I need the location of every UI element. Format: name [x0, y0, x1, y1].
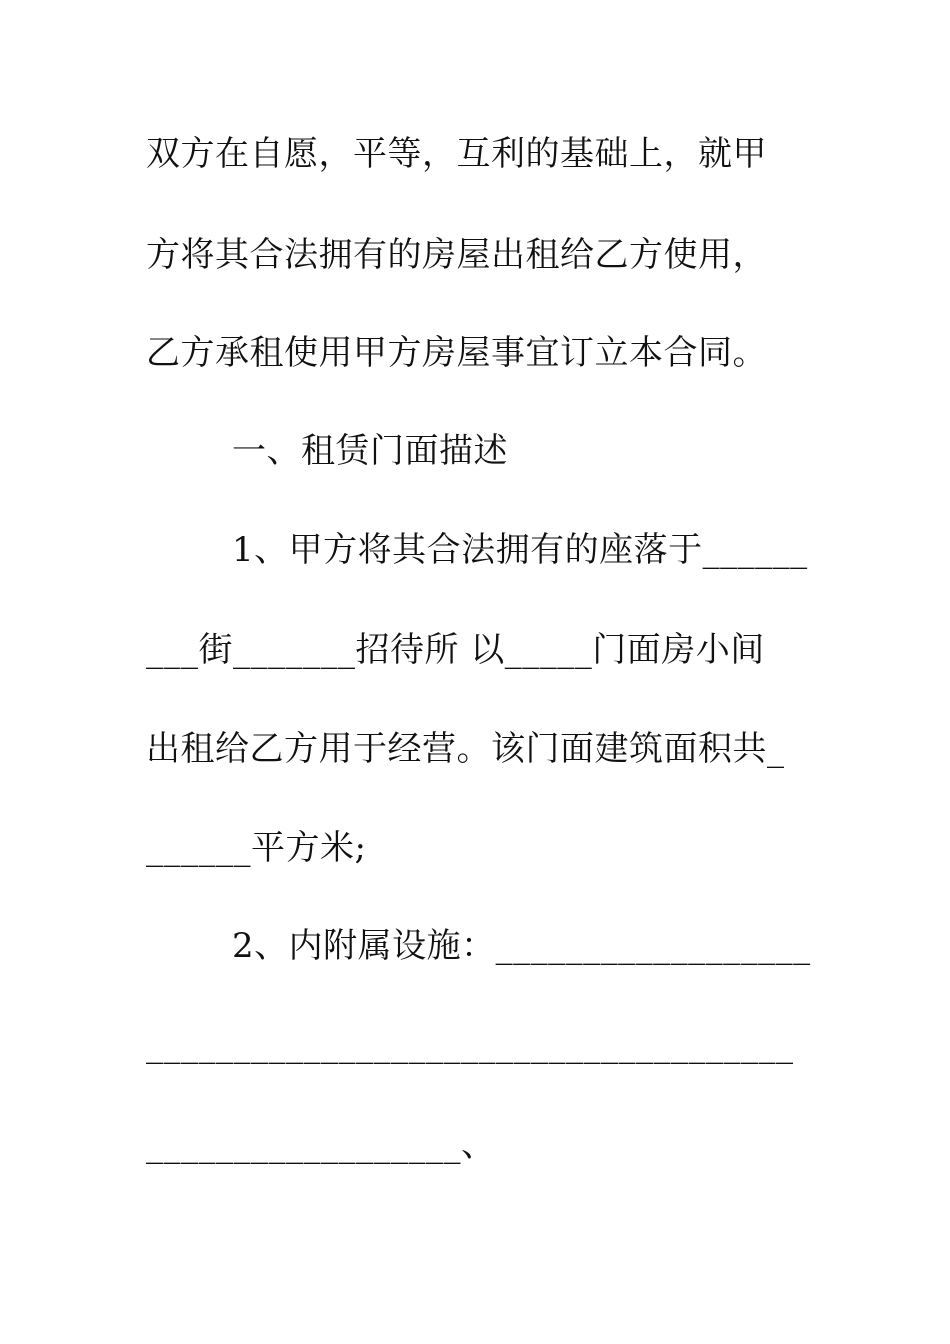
clause-line: ___街_______招待所 以_____门面房小间 — [146, 630, 765, 670]
clause-line: ______平方米; — [146, 828, 367, 868]
clause-line: 2、内附属设施：__________________ — [232, 926, 811, 966]
paragraph-line: 双方在自愿，平等，互利的基础上，就甲 — [146, 134, 767, 174]
blank-fill-line: _____________________________________ — [146, 1025, 794, 1065]
blank-fill-line: __________________、 — [146, 1125, 496, 1165]
paragraph-line: 方将其合法拥有的房屋出租给乙方使用， — [146, 235, 767, 275]
clause-line: 出租给乙方用于经营。该门面建筑面积共_ — [146, 729, 785, 769]
section-heading: 一、租赁门面描述 — [232, 431, 508, 471]
paragraph-line: 乙方承租使用甲方房屋事宜订立本合同。 — [146, 333, 767, 373]
clause-line: 1、甲方将其合法拥有的座落于______ — [232, 530, 808, 570]
